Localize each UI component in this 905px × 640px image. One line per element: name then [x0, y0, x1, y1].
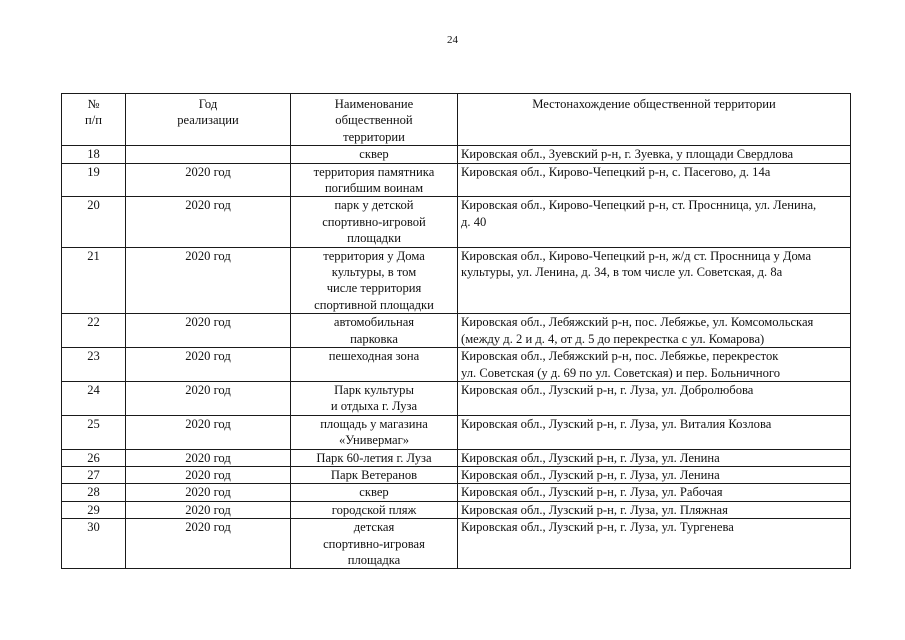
- row-location: Кировская обл., Лузский р-н, г. Луза, ул. Пляжная: [458, 501, 851, 518]
- table-row: [62, 146, 851, 163]
- table-row: [62, 163, 851, 197]
- row-location: Кировская обл., Лузский р-н, г. Луза, ул. Добролюбова: [458, 381, 851, 415]
- row-location: Кировская обл., Лузский р-н, г. Луза, ул. Виталия Козлова: [458, 415, 851, 449]
- row-year: 2020 год: [126, 381, 291, 415]
- table-row: [62, 484, 851, 501]
- row-number: 21: [62, 247, 126, 314]
- header-year: Год реализации: [126, 94, 291, 146]
- row-location: Кировская обл., Зуевский р-н, г. Зуевка, у площади Свердлова: [458, 146, 851, 163]
- row-number: 19: [62, 163, 126, 197]
- table-row: [62, 247, 851, 314]
- row-year: [126, 146, 291, 163]
- row-territory-name: площадь у магазина «Универмаг»: [291, 415, 458, 449]
- row-number: 29: [62, 501, 126, 518]
- row-location: Кировская обл., Кирово-Чепецкий р-н, ст. Проснница, ул. Ленина, д. 40: [458, 197, 851, 247]
- table-row: [62, 501, 851, 518]
- row-year: 2020 год: [126, 197, 291, 247]
- territories-table: [61, 93, 851, 569]
- table-row: [62, 348, 851, 382]
- row-location: Кировская обл., Лузский р-н, г. Луза, ул. Ленина: [458, 449, 851, 466]
- row-year: 2020 год: [126, 466, 291, 483]
- row-number: 28: [62, 484, 126, 501]
- row-territory-name: городской пляж: [291, 501, 458, 518]
- row-year: 2020 год: [126, 415, 291, 449]
- row-territory-name: автомобильная парковка: [291, 314, 458, 348]
- row-year: 2020 год: [126, 163, 291, 197]
- row-territory-name: парк у детской спортивно-игровой площадки: [291, 197, 458, 247]
- row-territory-name: территория памятника погибшим воинам: [291, 163, 458, 197]
- row-number: 23: [62, 348, 126, 382]
- row-location: Кировская обл., Лузский р-н, г. Луза, ул. Тургенева: [458, 519, 851, 569]
- row-location: Кировская обл., Кирово-Чепецкий р-н, с. Пасегово, д. 14а: [458, 163, 851, 197]
- table-row: [62, 197, 851, 247]
- row-year: 2020 год: [126, 314, 291, 348]
- row-territory-name: Парк Ветеранов: [291, 466, 458, 483]
- row-year: 2020 год: [126, 449, 291, 466]
- row-number: 27: [62, 466, 126, 483]
- row-year: 2020 год: [126, 247, 291, 314]
- table-row: [62, 415, 851, 449]
- row-territory-name: Парк 60-летия г. Луза: [291, 449, 458, 466]
- row-location: Кировская обл., Кирово-Чепецкий р-н, ж/д ст. Проснница у Дома культуры, ул. Ленина, д. 34, в том числе ул. Советская, д. 8а: [458, 247, 851, 314]
- page-number: 24: [447, 34, 458, 46]
- row-number: 30: [62, 519, 126, 569]
- row-year: 2020 год: [126, 484, 291, 501]
- row-number: 20: [62, 197, 126, 247]
- row-territory-name: сквер: [291, 484, 458, 501]
- row-number: 22: [62, 314, 126, 348]
- row-number: 25: [62, 415, 126, 449]
- header-location: Местонахождение общественной территории: [458, 94, 851, 146]
- row-location: Кировская обл., Лебяжский р-н, пос. Лебяжье, перекресток ул. Советская (у д. 69 по ул. Советская) и пер. Больничного: [458, 348, 851, 382]
- row-number: 24: [62, 381, 126, 415]
- row-year: 2020 год: [126, 348, 291, 382]
- header-name: Наименование общественной территории: [291, 94, 458, 146]
- row-year: 2020 год: [126, 519, 291, 569]
- table-row: [62, 314, 851, 348]
- header-number: № п/п: [62, 94, 126, 146]
- row-territory-name: пешеходная зона: [291, 348, 458, 382]
- row-territory-name: детская спортивно-игровая площадка: [291, 519, 458, 569]
- row-territory-name: Парк культуры и отдыха г. Луза: [291, 381, 458, 415]
- row-location: Кировская обл., Лузский р-н, г. Луза, ул. Рабочая: [458, 484, 851, 501]
- row-location: Кировская обл., Лебяжский р-н, пос. Лебяжье, ул. Комсомольская (между д. 2 и д. 4, от д. 5 до перекрестка с ул. Комарова): [458, 314, 851, 348]
- table-row: [62, 449, 851, 466]
- row-year: 2020 год: [126, 501, 291, 518]
- row-territory-name: сквер: [291, 146, 458, 163]
- row-location: Кировская обл., Лузский р-н, г. Луза, ул. Ленина: [458, 466, 851, 483]
- row-number: 18: [62, 146, 126, 163]
- table-header-row: [62, 94, 851, 146]
- table-row: [62, 466, 851, 483]
- table-row: [62, 381, 851, 415]
- row-number: 26: [62, 449, 126, 466]
- row-territory-name: территория у Дома культуры, в том числе территория спортивной площадки: [291, 247, 458, 314]
- table-row: [62, 519, 851, 569]
